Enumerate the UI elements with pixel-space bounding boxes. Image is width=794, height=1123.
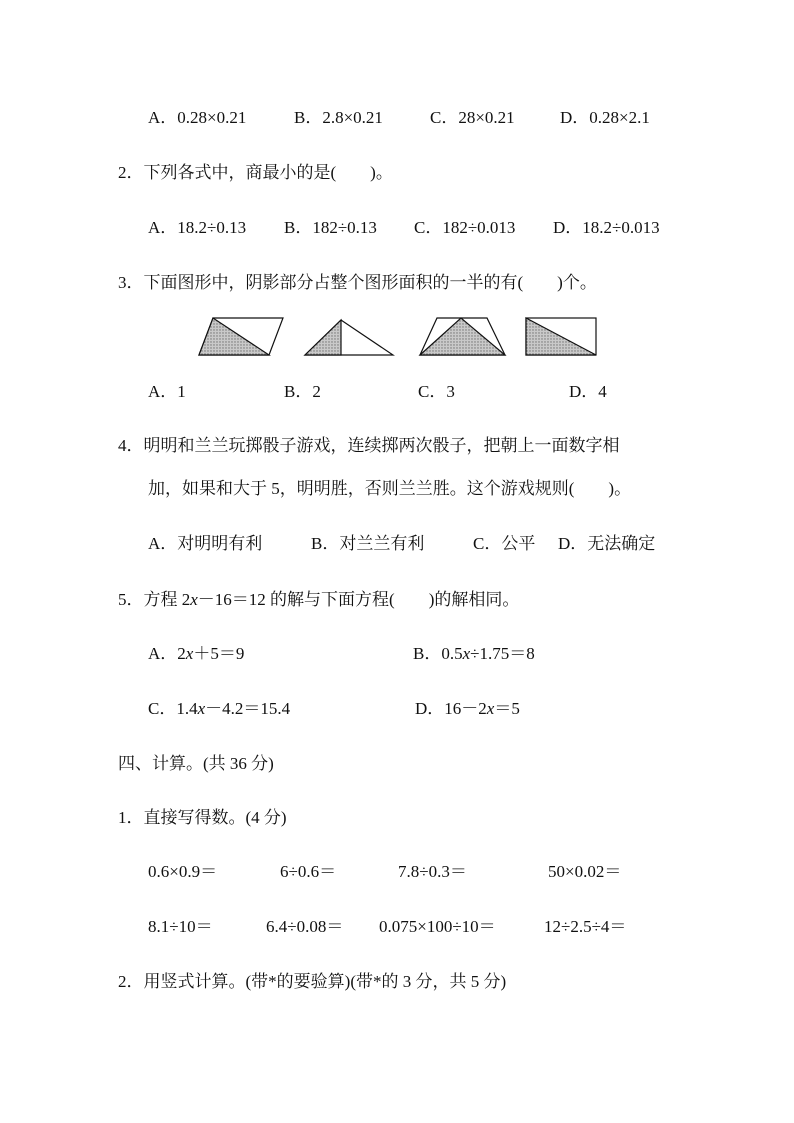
q4-option-d[interactable]: D．无法确定 [558, 534, 656, 553]
q5-option-c-variable: x [197, 699, 206, 718]
q3-figures [195, 314, 605, 360]
calc-item[interactable]: 6.4÷0.08＝ [266, 917, 344, 936]
q3-option-d[interactable]: D．4 [569, 382, 607, 401]
q5-option-c-text: C．1.4 [148, 699, 198, 718]
q5-option-d-text: D．16－2 [415, 699, 487, 718]
q5-option-b-variable: x [462, 644, 471, 663]
calc-item[interactable]: 7.8÷0.3＝ [398, 862, 467, 881]
calc-item[interactable]: 8.1÷10＝ [148, 917, 213, 936]
q4-option-a[interactable]: A．对明明有利 [148, 534, 263, 553]
q4-option-c[interactable]: C．公平 [473, 534, 536, 553]
section-4-subtitle-1: 1．直接写得数。(4 分) [118, 808, 287, 827]
section-4-subtitle-2: 2．用竖式计算。(带*的要验算)(带*的 3 分，共 5 分) [118, 972, 507, 991]
q5-option-d[interactable] [415, 699, 520, 719]
q5-option-b-text-2: ÷1.75＝8 [470, 644, 535, 663]
q1-option-b[interactable]: B．2.8×0.21 [294, 108, 383, 127]
q5-option-c[interactable] [148, 699, 290, 719]
q5-option-d-text-2: ＝5 [494, 699, 520, 718]
calc-item[interactable]: 0.6×0.9＝ [148, 862, 218, 881]
q5-option-d-variable: x [486, 699, 495, 718]
question-2-stem: 2．下列各式中，商最小的是( )。 [118, 163, 393, 182]
calc-item[interactable]: 6÷0.6＝ [280, 862, 337, 881]
q5-option-b-text: B．0.5 [413, 644, 463, 663]
q2-option-b[interactable]: B．182÷0.13 [284, 218, 377, 237]
q5-option-b[interactable] [413, 644, 535, 664]
calc-item[interactable]: 50×0.02＝ [548, 862, 622, 881]
question-3-stem: 3．下面图形中，阴影部分占整个图形面积的一半的有( )个。 [118, 273, 597, 292]
q1-option-a[interactable]: A．0.28×0.21 [148, 108, 247, 127]
q2-option-a[interactable]: A．18.2÷0.13 [148, 218, 247, 237]
parallelogram-shaded-half-icon [195, 314, 287, 360]
q3-option-b[interactable]: B．2 [284, 382, 321, 401]
rectangle-shaded-half-icon [523, 314, 599, 360]
question-5-stem [118, 590, 519, 610]
q5-option-a[interactable] [148, 644, 244, 664]
q5-option-c-text-2: －4.2＝15.4 [205, 699, 291, 718]
question-4-stem-line2: 加，如果和大于 5，明明胜，否则兰兰胜。这个游戏规则( )。 [148, 479, 632, 498]
q5-option-a-text: A．2 [148, 644, 186, 663]
q5-option-a-text-2: ＋5＝9 [193, 644, 245, 663]
question-4-stem-line1: 4．明明和兰兰玩掷骰子游戏，连续掷两次骰子，把朝上一面数字相 [118, 436, 620, 455]
section-4-heading: 四、计算。(共 36 分) [118, 754, 274, 773]
q3-option-c[interactable]: C．3 [418, 382, 455, 401]
calc-item[interactable]: 12÷2.5÷4＝ [544, 917, 627, 936]
calc-item[interactable]: 0.075×100÷10＝ [379, 917, 496, 936]
q5-stem-variable: x [190, 590, 198, 609]
q1-option-d[interactable]: D．0.28×2.1 [560, 108, 650, 127]
q2-option-c[interactable]: C．182÷0.013 [414, 218, 516, 237]
q5-option-a-variable: x [185, 644, 194, 663]
q3-option-a[interactable]: A．1 [148, 382, 186, 401]
q5-stem-text-2: －16＝12 的解与下面方程( )的解相同。 [197, 590, 520, 609]
q5-stem-text: 5．方程 2 [118, 590, 191, 609]
triangle-shaded-part-icon [301, 314, 396, 360]
q4-option-b[interactable]: B．对兰兰有利 [311, 534, 425, 553]
q2-option-d[interactable]: D．18.2÷0.013 [553, 218, 660, 237]
q1-option-c[interactable]: C．28×0.21 [430, 108, 515, 127]
trapezoid-shaded-part-icon [417, 314, 509, 360]
